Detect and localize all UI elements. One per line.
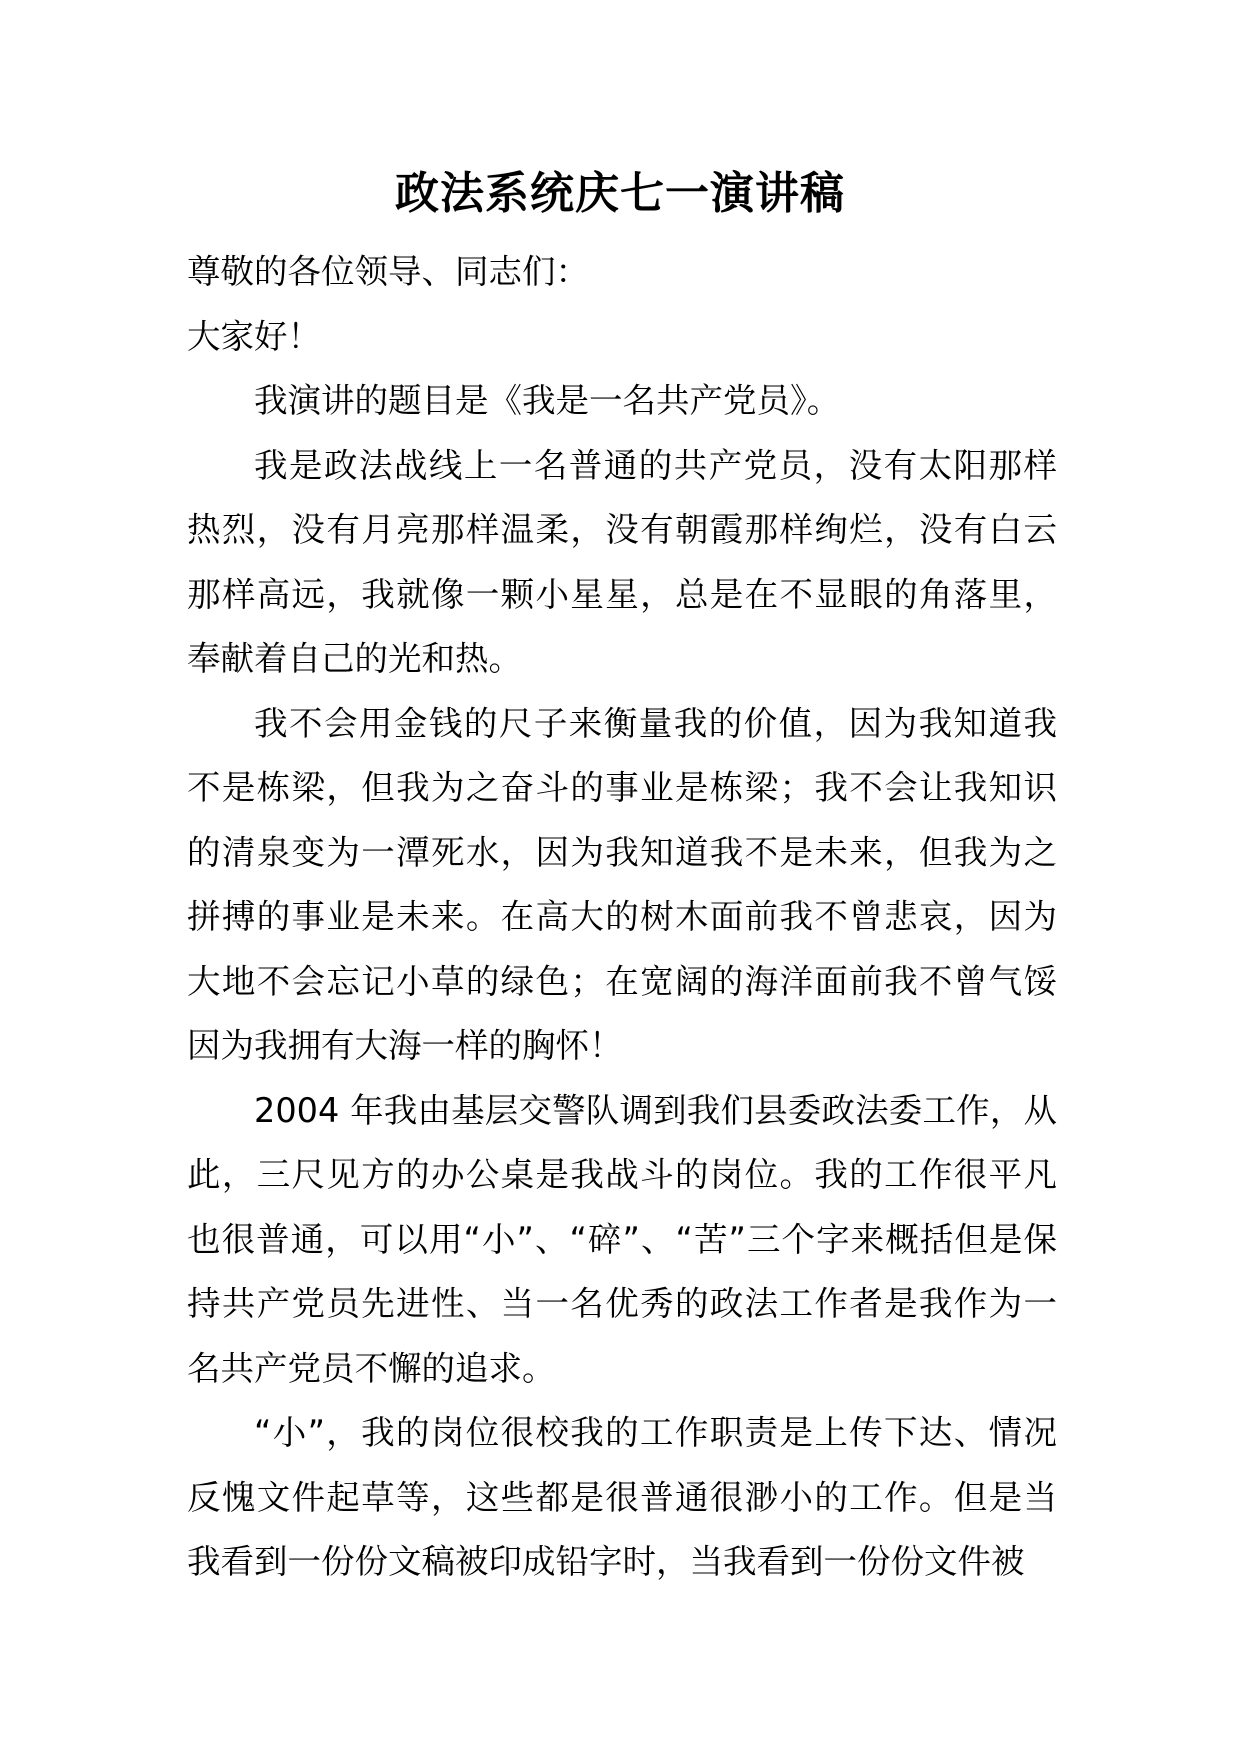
paragraph: 我不会用金钱的尺子来衡量我的价值，因为我知道我不是栋梁，但我为之奋斗的事业是栋梁；我不会让我知识的清泉变为一潭死水，因为我知道我不是未来，但我为之拼搏的事业是未来。在高大的树木面前我不曾悲哀，因为大地不会忘记小草的绿色；在宽阔的海洋面前我不曾气馁因为我拥有大海一样的胸怀！ [187, 703, 1057, 1065]
salutation: 尊敬的各位领导、同志们： [187, 252, 589, 291]
paragraph: 我演讲的题目是《我是一名共产党员》。 [254, 381, 841, 420]
document-body [187, 240, 1057, 1595]
paragraph: 我是政法战线上一名普通的共产党员，没有太阳那样热烈，没有月亮那样温柔，没有朝霞那样绚烂，没有白云那样高远，我就像一颗小星星，总是在不显眼的角落里，奉献着自己的光和热。 [187, 445, 1057, 678]
paragraph: 2004 年我由基层交警队调到我们县委政法委工作，从此，三尺见方的办公桌是我战斗的岗位。我的工作很平凡也很普通，可以用“小”、“碎”、“苦”三个字来概括但是保持共产党员先进性、当一名优秀的政法工作者是我作为一名共产党员不懈的追求。 [187, 1090, 1057, 1388]
greeting: 大家好！ [187, 316, 321, 356]
document-title: 政法系统庆七一演讲稿 [395, 168, 845, 219]
paragraph: “小”，我的岗位很校我的工作职责是上传下达、情况反愧文件起草等，这些都是很普通很渺小的工作。但是当我看到一份份文稿被印成铅字时，当我看到一份份文件被 [187, 1413, 1057, 1581]
